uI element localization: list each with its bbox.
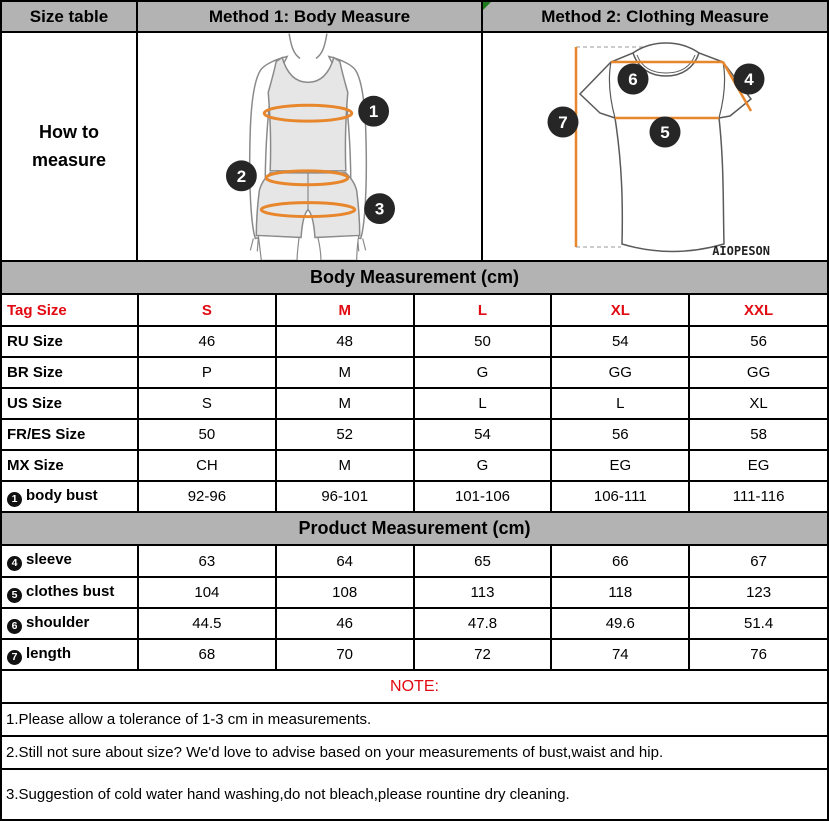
size-value: 51.4: [689, 608, 827, 639]
size-value: 44.5: [138, 608, 276, 639]
row-label: [2, 419, 138, 450]
table-row: [2, 481, 827, 512]
circled-1-icon: 1: [7, 492, 22, 507]
table-row: [2, 357, 827, 388]
size-value: 101-106: [414, 481, 552, 512]
size-value: 123: [689, 577, 827, 608]
size-value: P: [138, 357, 276, 388]
marker-2-icon: [226, 160, 257, 191]
header-method2-label: Method 2: Clothing Measure: [541, 6, 769, 26]
product-measurement-table: [2, 546, 827, 671]
row-label: [2, 639, 138, 670]
svg-text:7: 7: [558, 112, 568, 132]
table-row: [2, 639, 827, 670]
size-value: 65: [414, 546, 552, 577]
circled-7-icon: 7: [7, 650, 22, 665]
size-value: M: [276, 388, 414, 419]
body-measure-illustration: [138, 33, 483, 262]
size-value: XXL: [689, 295, 827, 326]
note-item: 1.Please allow a tolerance of 1-3 cm in measurements.: [2, 704, 827, 737]
row-label-text: sleeve: [26, 551, 72, 568]
size-value: 92-96: [138, 481, 276, 512]
row-label: [2, 481, 138, 512]
size-value: M: [276, 450, 414, 481]
row-label-text: length: [26, 644, 71, 662]
table-row: [2, 577, 827, 608]
size-value: 46: [138, 326, 276, 357]
row-label: [2, 450, 138, 481]
row-label: [2, 546, 138, 577]
size-value: 48: [276, 326, 414, 357]
size-value: 96-101: [276, 481, 414, 512]
row-label: [2, 608, 138, 639]
size-value: EG: [689, 450, 827, 481]
header-size-table: Size table: [2, 2, 138, 33]
size-value: 118: [551, 577, 689, 608]
body-measurement-title: Body Measurement (cm): [2, 262, 827, 295]
row-label-text: BR Size: [7, 364, 63, 381]
size-value: 63: [138, 546, 276, 577]
row-label-text: MX Size: [7, 457, 64, 474]
size-value: 54: [551, 326, 689, 357]
clothing-measure-illustration: [483, 33, 827, 262]
row-label-text: Tag Size: [7, 301, 67, 319]
size-value: 58: [689, 419, 827, 450]
circled-4-icon: 4: [7, 556, 22, 571]
row-label: [2, 357, 138, 388]
svg-text:5: 5: [660, 122, 670, 142]
marker-5-icon: [650, 116, 681, 147]
table-row: [2, 608, 827, 639]
svg-text:4: 4: [744, 69, 754, 89]
size-value: G: [414, 357, 552, 388]
brand-text: AIOPESON: [712, 243, 770, 258]
size-value: 56: [689, 326, 827, 357]
size-value: 56: [551, 419, 689, 450]
size-value: M: [276, 357, 414, 388]
size-value: M: [276, 295, 414, 326]
body-measurement-table: [2, 295, 827, 513]
tshirt-figure-image: [483, 33, 827, 261]
marker-4-icon: [734, 63, 765, 94]
size-value: 108: [276, 577, 414, 608]
note-title: NOTE:: [2, 671, 827, 704]
header-method2-clothing-measure: [483, 2, 827, 33]
header-method1-body-measure: Method 1: Body Measure: [138, 2, 483, 33]
row-label: [2, 326, 138, 357]
row-label-text: shoulder: [26, 613, 90, 631]
product-measurement-title: Product Measurement (cm): [2, 513, 827, 546]
size-value: 52: [276, 419, 414, 450]
table-row: [2, 295, 827, 326]
size-value: 72: [414, 639, 552, 670]
size-value: CH: [138, 450, 276, 481]
size-value: L: [551, 388, 689, 419]
size-value: 47.8: [414, 608, 552, 639]
size-value: L: [414, 295, 552, 326]
size-value: 111-116: [689, 481, 827, 512]
svg-text:1: 1: [368, 101, 379, 121]
size-value: 104: [138, 577, 276, 608]
size-value: 50: [138, 419, 276, 450]
size-value: S: [138, 388, 276, 419]
size-value: 66: [551, 546, 689, 577]
marker-1-icon: [358, 95, 389, 126]
row-label-text: clothes bust: [26, 582, 115, 600]
marker-6-icon: [618, 63, 649, 94]
size-value: 67: [689, 546, 827, 577]
size-value: 106-111: [551, 481, 689, 512]
size-value: 46: [276, 608, 414, 639]
size-value: XL: [551, 295, 689, 326]
size-value: 54: [414, 419, 552, 450]
svg-text:3: 3: [374, 199, 385, 219]
row-label-text: FR/ES Size: [7, 426, 86, 443]
size-value: 76: [689, 639, 827, 670]
row-label: [2, 388, 138, 419]
size-value: 50: [414, 326, 552, 357]
size-value: 64: [276, 546, 414, 577]
size-value: GG: [689, 357, 827, 388]
table-row: [2, 450, 827, 481]
row-label: [2, 295, 138, 326]
cell-corner-flag-icon: [483, 2, 491, 10]
illustration-row: [2, 33, 827, 262]
size-value: 49.6: [551, 608, 689, 639]
top-header-row: [2, 2, 827, 33]
table-row: [2, 388, 827, 419]
row-label: [2, 577, 138, 608]
svg-text:6: 6: [628, 69, 638, 89]
size-value: GG: [551, 357, 689, 388]
note-item: 2.Still not sure about size? We'd love to advise based on your measurements of bust,waist and hip.: [2, 737, 827, 770]
svg-text:2: 2: [236, 166, 247, 186]
table-row: [2, 326, 827, 357]
size-value: 68: [138, 639, 276, 670]
marker-7-icon: [548, 106, 579, 137]
size-value: 74: [551, 639, 689, 670]
row-label-text: US Size: [7, 395, 63, 412]
note-item: 3.Suggestion of cold water hand washing,do not bleach,please rountine dry cleaning.: [6, 786, 570, 803]
size-value: L: [414, 388, 552, 419]
table-row: [2, 419, 827, 450]
size-value: 70: [276, 639, 414, 670]
notes-list: [2, 704, 827, 819]
size-value: 113: [414, 577, 552, 608]
marker-3-icon: [364, 193, 395, 224]
circled-5-icon: 5: [7, 588, 22, 603]
body-figure-image: [138, 33, 481, 261]
size-value: G: [414, 450, 552, 481]
row-label-text: body bust: [26, 486, 98, 504]
size-value: EG: [551, 450, 689, 481]
row-label-text: RU Size: [7, 333, 63, 350]
how-to-measure-label: How to measure: [2, 33, 138, 262]
size-value: S: [138, 295, 276, 326]
size-value: XL: [689, 388, 827, 419]
table-row: [2, 546, 827, 577]
circled-6-icon: 6: [7, 619, 22, 634]
